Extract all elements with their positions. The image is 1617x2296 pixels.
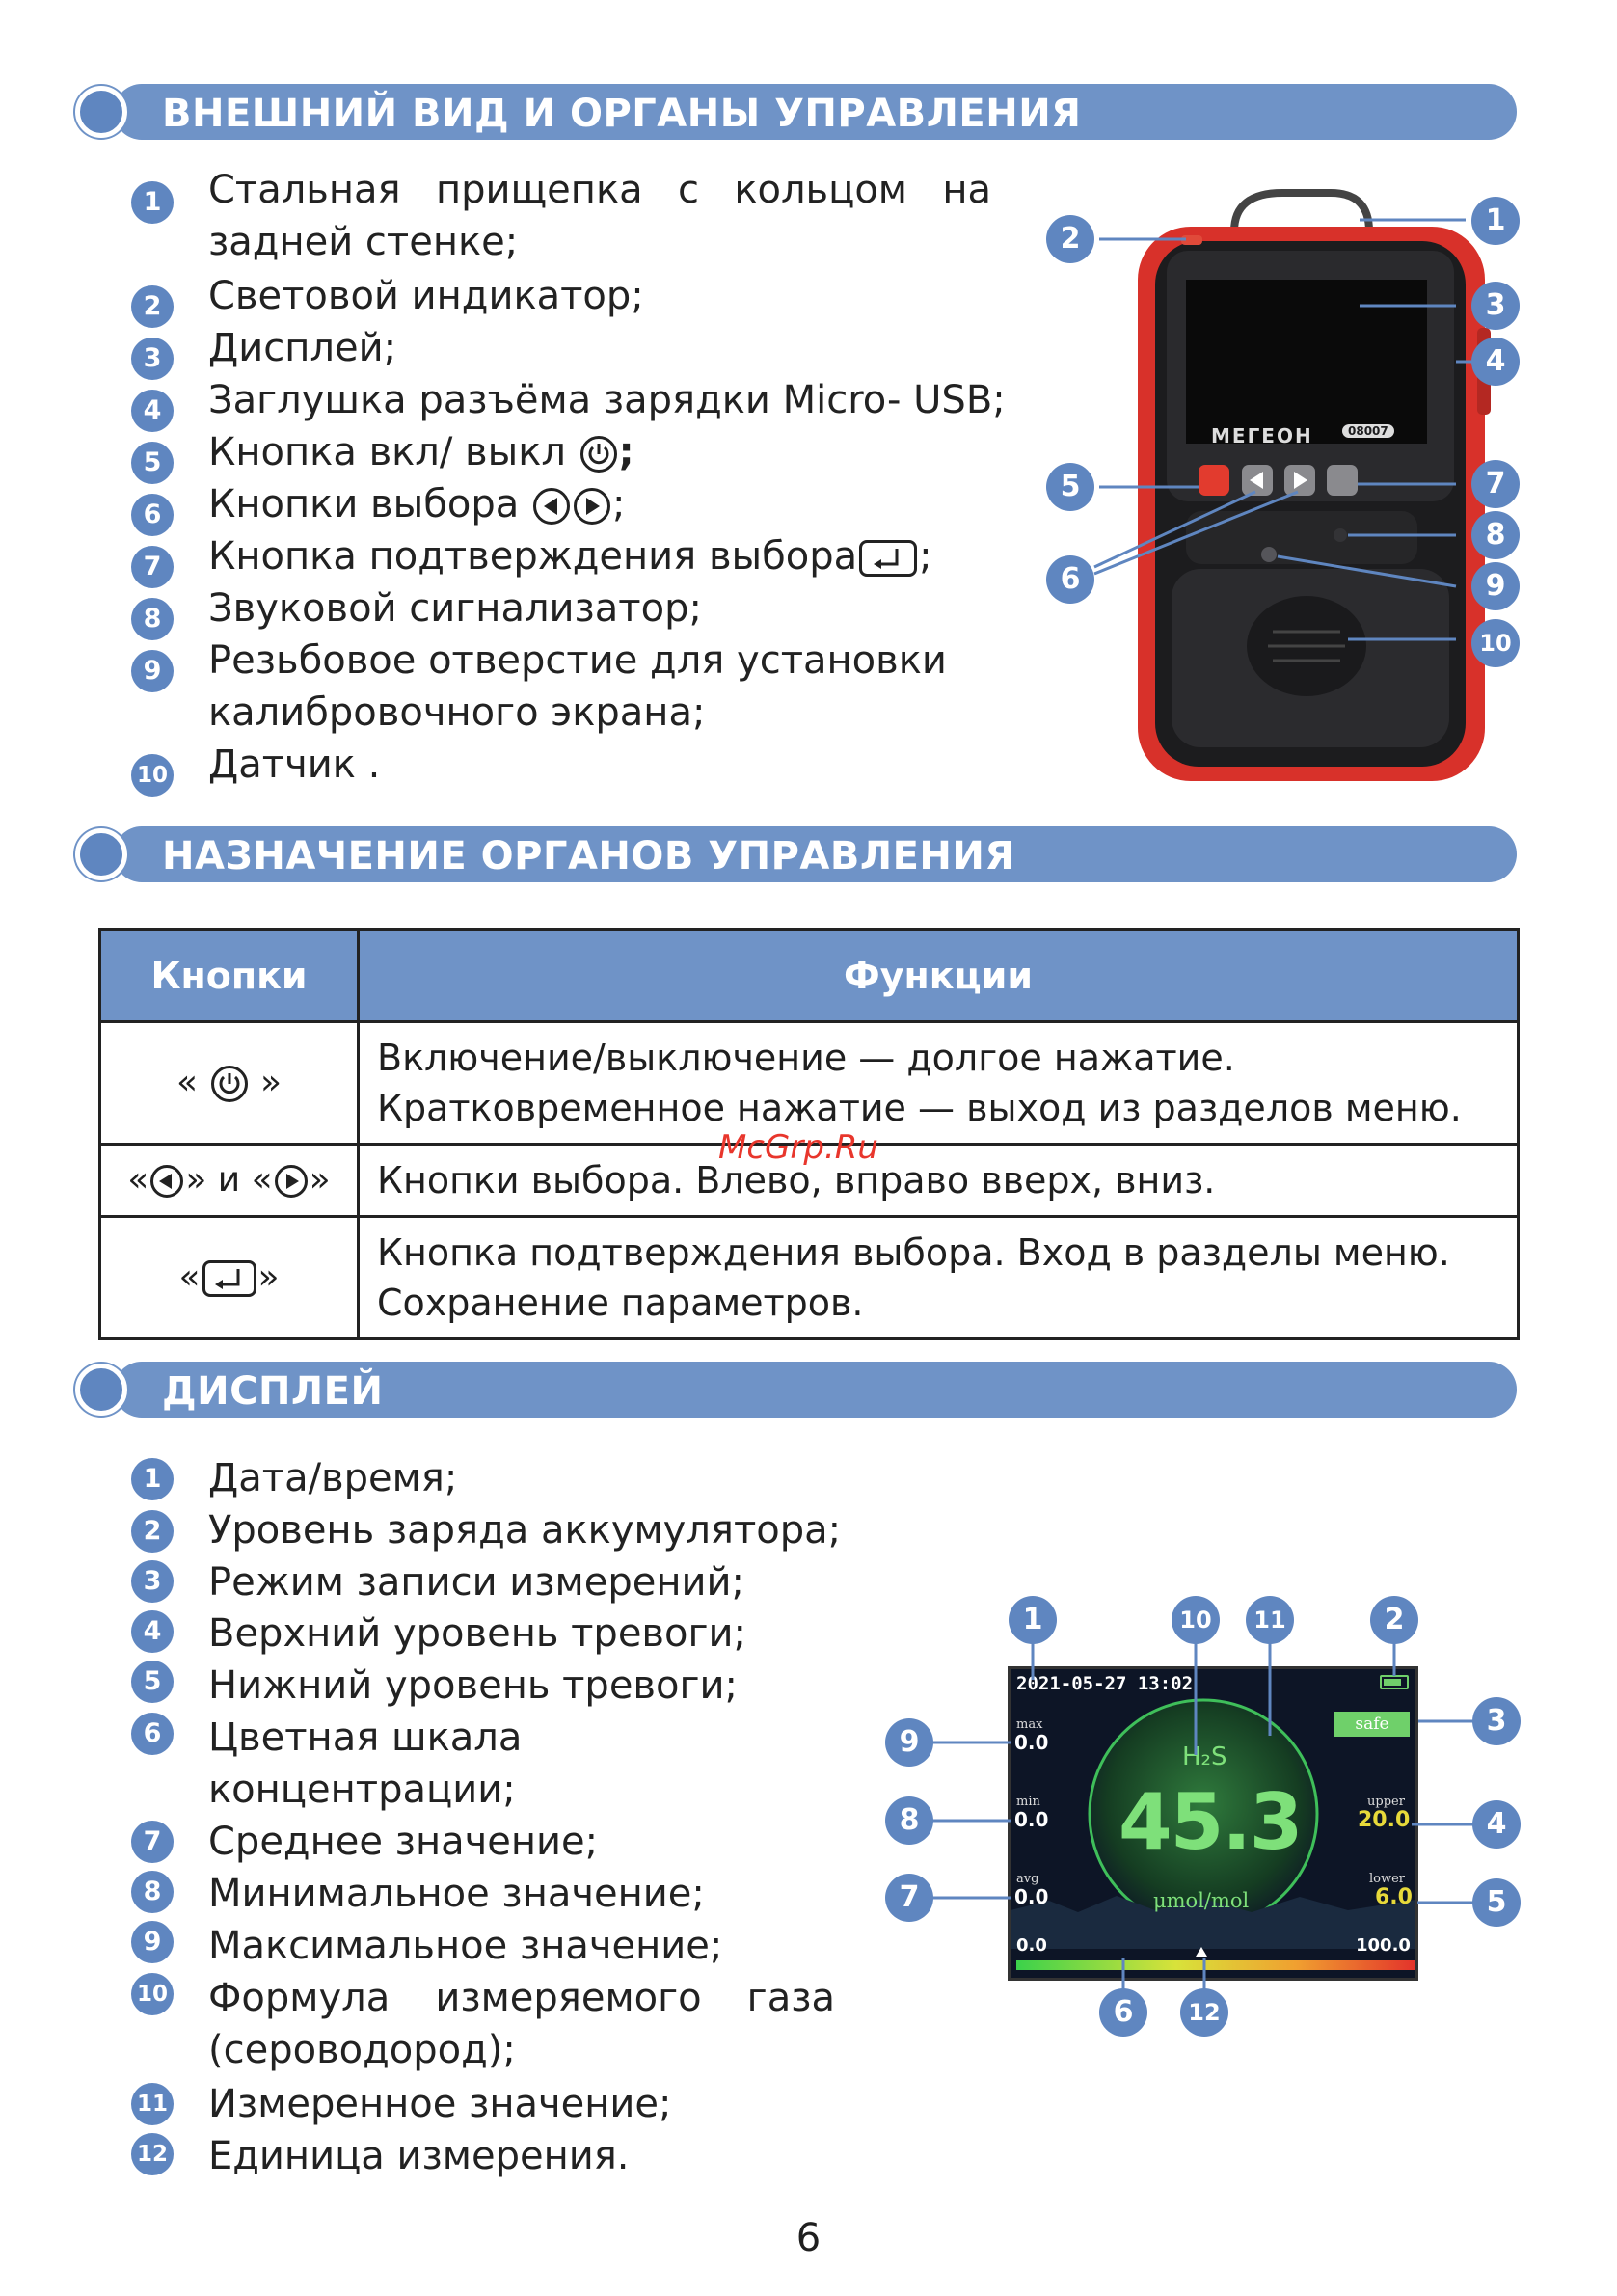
item-number: 7 [131, 546, 174, 588]
screen-datetime: 2021-05-27 13:02 [1016, 1673, 1194, 1694]
callout: 3 [1472, 1697, 1521, 1745]
list-item-text: задней стенке; [208, 220, 519, 264]
power-icon [580, 436, 617, 473]
column-header: Функции [359, 930, 1519, 1022]
callout: 9 [885, 1718, 933, 1767]
callout: 8 [885, 1796, 933, 1845]
page-number: 6 [795, 2216, 822, 2260]
section-header-appearance [75, 84, 1517, 140]
callout: 10 [1172, 1596, 1220, 1644]
list-item-text: Режим записи измерений; [208, 1560, 744, 1605]
item-number: 12 [131, 2133, 174, 2175]
table-row [100, 1217, 1519, 1339]
list-item-text: (сероводород); [208, 2028, 516, 2072]
list-item-text: Формула измеряемого газа [208, 1976, 835, 2020]
upper-value: 20.0 [1358, 1808, 1411, 1832]
callout: 4 [1472, 1800, 1521, 1849]
list-item-text: Световой индикатор; [208, 274, 644, 318]
callout: 8 [1471, 511, 1520, 559]
callout: 11 [1246, 1596, 1294, 1644]
function-cell: Кнопки выбора. Влево, вправо вверх, вниз. [359, 1145, 1519, 1217]
lower-value: 6.0 [1375, 1885, 1413, 1909]
list-item-text: Кнопки выбора ; [208, 482, 626, 527]
section-title: ДИСПЛЕЙ [162, 1369, 384, 1414]
list-item-text: Цветная шкала [208, 1715, 523, 1760]
list-item-text: Нижний уровень тревоги; [208, 1663, 738, 1708]
item-number: 8 [131, 1871, 174, 1913]
key-cell: « » [100, 1022, 359, 1145]
section-title: ВНЕШНИЙ ВИД И ОРГАНЫ УПРАВЛЕНИЯ [162, 92, 1082, 136]
item-number: 6 [131, 494, 174, 536]
item-number: 2 [131, 1510, 174, 1553]
list-item-text: Максимальное значение; [208, 1924, 723, 1968]
device-model: 08007 [1342, 424, 1394, 438]
avg-label: avg [1016, 1872, 1039, 1886]
item-number: 1 [131, 1458, 174, 1500]
left-arrow-icon [533, 488, 570, 525]
list-item-text: Измеренное значение; [208, 2082, 672, 2126]
record-mode-badge: safe [1334, 1712, 1410, 1737]
function-cell: Включение/выключение — долгое нажатие. Кратковременное нажатие — выход из разделов меню. [359, 1022, 1519, 1145]
lower-label: lower [1369, 1872, 1406, 1886]
item-number: 3 [131, 338, 174, 380]
callout: 7 [1471, 460, 1520, 508]
callout: 2 [1370, 1596, 1418, 1644]
section-header-controls [75, 826, 1517, 882]
list-item-text: Дата/время; [208, 1456, 458, 1500]
scale-max: 100.0 [1356, 1935, 1411, 1956]
list-item-text: Кнопка подтверждения выбора ; [208, 534, 932, 579]
table-header-row [100, 930, 1519, 1022]
list-item-text: Заглушка разъёма зарядки Micro- USB; [208, 378, 1006, 422]
list-item-text: Резьбовое отверстие для установки [208, 638, 947, 683]
function-cell: Кнопка подтверждения выбора. Вход в разделы меню. Сохранение параметров. [359, 1217, 1519, 1339]
table-row [100, 1022, 1519, 1145]
enter-icon [859, 540, 917, 577]
item-number: 3 [131, 1560, 174, 1603]
item-number: 4 [131, 1610, 174, 1653]
item-number: 1 [131, 181, 174, 224]
callout: 5 [1046, 463, 1094, 511]
power-icon [211, 1066, 248, 1102]
callout: 1 [1471, 197, 1520, 245]
device-illustration [1041, 183, 1523, 800]
list-item-text: Верхний уровень тревоги; [208, 1611, 746, 1656]
list-item-text: Единица измерения. [208, 2134, 630, 2178]
key-cell: « » [100, 1217, 359, 1339]
scale-min: 0.0 [1016, 1935, 1047, 1956]
min-label: min [1016, 1795, 1040, 1809]
list-item-text: Среднее значение; [208, 1820, 599, 1864]
item-number: 4 [131, 390, 174, 432]
bullet-dot [75, 86, 127, 138]
callout: 3 [1471, 282, 1520, 330]
list-item-text: калибровочного экрана; [208, 690, 706, 735]
item-number: 10 [131, 1973, 174, 2015]
bullet-dot [75, 1364, 127, 1416]
item-number: 11 [131, 2083, 174, 2125]
list-item-text: Дисплей; [208, 326, 397, 370]
list-item-text: Датчик . [208, 743, 381, 787]
measurement-unit: μmol/mol [1153, 1889, 1250, 1912]
max-value: 0.0 [1014, 1731, 1049, 1754]
list-item-text: Кнопка вкл/ выкл ; [208, 430, 634, 474]
callout: 9 [1471, 562, 1520, 610]
item-number: 6 [131, 1713, 174, 1755]
section-title: НАЗНАЧЕНИЕ ОРГАНОВ УПРАВЛЕНИЯ [162, 834, 1015, 878]
callout: 12 [1180, 1988, 1228, 2037]
key-cell: « » и « » [100, 1145, 359, 1217]
callout: 6 [1046, 555, 1094, 604]
max-label: max [1016, 1717, 1043, 1732]
callout: 6 [1099, 1988, 1147, 2037]
list-item-text: Уровень заряда аккумулятора; [208, 1508, 842, 1553]
left-arrow-icon [150, 1165, 183, 1198]
item-number: 9 [131, 650, 174, 692]
callout: 1 [1009, 1596, 1057, 1644]
display-leader-lines [868, 1601, 1523, 2044]
min-value: 0.0 [1014, 1808, 1049, 1831]
upper-label: upper [1367, 1795, 1405, 1809]
item-number: 5 [131, 1661, 174, 1703]
item-number: 2 [131, 285, 174, 328]
item-number: 8 [131, 598, 174, 640]
callout: 7 [885, 1874, 933, 1922]
list-item-text: Минимальное значение; [208, 1872, 705, 1916]
list-item-text: концентрации; [208, 1768, 516, 1812]
list-item-text: Звуковой сигнализатор; [208, 586, 702, 631]
measured-value: 45.3 [1118, 1777, 1302, 1867]
avg-value: 0.0 [1014, 1885, 1049, 1908]
right-arrow-icon [574, 488, 610, 525]
enter-icon [202, 1260, 256, 1297]
callout: 10 [1471, 619, 1520, 667]
right-arrow-icon [275, 1165, 308, 1198]
column-header: Кнопки [100, 930, 359, 1022]
item-number: 5 [131, 442, 174, 484]
list-item-text: Стальная прищепка с кольцом на [208, 168, 991, 212]
item-number: 7 [131, 1821, 174, 1863]
section-header-display [75, 1362, 1517, 1418]
callout: 2 [1046, 215, 1094, 263]
bullet-dot [75, 828, 127, 880]
watermark: McGrp.Ru [718, 1128, 878, 1167]
callout: 4 [1471, 338, 1520, 386]
callout: 5 [1472, 1878, 1521, 1927]
item-number: 10 [131, 754, 174, 797]
gas-formula: H₂S [1182, 1742, 1227, 1771]
item-number: 9 [131, 1921, 174, 1963]
device-brand: МЕГЕОН [1211, 424, 1313, 447]
